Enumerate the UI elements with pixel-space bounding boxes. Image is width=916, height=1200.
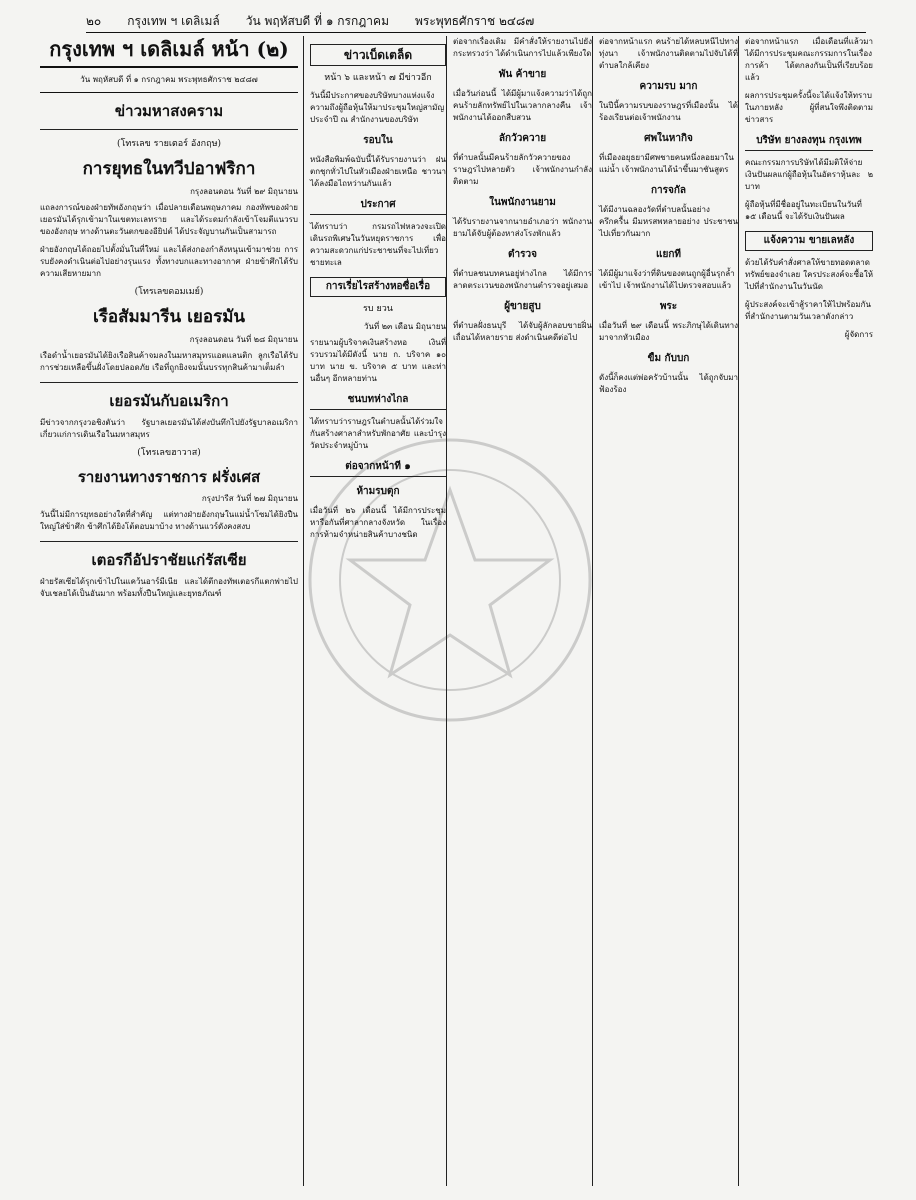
issue-year: พระพุทธศักราช ๒๔๘๗ xyxy=(414,13,535,28)
source-havas: (โทรเลขฮาวาส) xyxy=(137,448,201,458)
subhead: ลักวัวควาย xyxy=(498,133,547,144)
subhead: การจกัล xyxy=(650,185,687,196)
subhead: ขื้ม กับบก xyxy=(647,353,690,364)
article-paragraph: แถลงการณ์ของฝ่ายทัพอังกฤษว่า เมื่อปลายเดือนพฤษภาคม กองทัพของฝ่ายเยอรมันได้รุกเข้ามาในเขตทะเลทราย และได้ระดมกำลังเข้าโจมตีแนวรบของอังกฤษ ทางด้านตะวันตกของอียิปต์ ได้ประจัญบานกันเป็นสามารถ xyxy=(40,203,298,236)
byline: กรุงลอนดอน วันที่ ๒๙ มิถุนายน xyxy=(190,187,298,196)
article-paragraph: ฝ่ายอังกฤษได้ถอยไปตั้งมั่นในที่ใหม่ และได้ส่งกองกำลังหนุนเข้ามาช่วย การรบยังคงดำเนินต่อไปอย่างรุนแรง ทั้งทางบกและทางอากาศ ฝ่ายข้าศึกได้รับความเสียหายมาก xyxy=(40,245,298,278)
subhead: พัน ค้าขาย xyxy=(498,69,547,80)
article-paragraph: ได้มีผู้มาแจ้งว่าที่ดินของตนถูกผู้อื่นรุกล้ำเข้าไป เจ้าพนักงานได้ไปตรวจสอบแล้ว xyxy=(599,269,735,290)
article-paragraph: ที่ตำบลนั้นมีคนร้ายลักวัวควายของราษฎรไปหลายตัว เจ้าพนักงานกำลังติดตาม xyxy=(453,153,592,186)
subhead: แจ้งความ ขายเลหลัง xyxy=(745,231,873,251)
headline-fundraising: การเรี่ยไรสร้างหอซื่อเรื่อ xyxy=(310,277,446,297)
article-paragraph: ที่ตำบลชนบทคนอยู่ห่างไกล ได้มีการลาดตระเวนของพนักงานตำรวจอยู่เสมอ xyxy=(453,269,592,290)
column-rule xyxy=(303,36,304,1186)
article-paragraph: ได้ทราบว่าราษฎรในตำบลนั้นได้ร่วมใจกันสร้างศาลาสำหรับพักอาศัย และบำรุงวัดประจำหมู่บ้าน xyxy=(310,417,446,450)
subhead: ตำรวจ xyxy=(508,249,537,260)
article-paragraph: วันนี้มีประกาศของบริษัทบางแห่งแจ้งความถึงผู้ถือหุ้นให้มาประชุมใหญ่สามัญประจำปี ณ สำนักงานของบริษัท xyxy=(310,91,445,124)
byline: วันที่ ๒๓ เดือน มิถุนายน xyxy=(363,322,446,331)
signature: ผู้จัดการ xyxy=(844,330,873,339)
column-2 xyxy=(306,36,450,1186)
article-paragraph: ที่ตำบลฝั่งธนบุรี ได้จับผู้ลักลอบขายฝิ่นเถื่อนได้หลายราย ส่งดำเนินคดีต่อไป xyxy=(453,321,592,342)
headline-local-news: ข่าวเบ็ดเตล็ด xyxy=(310,44,446,66)
column-3 xyxy=(449,36,596,1186)
column-5 xyxy=(741,36,877,1186)
article-paragraph: คณะกรรมการบริษัทได้มีมติให้จ่ายเงินปันผลแก่ผู้ถือหุ้นในอัตราหุ้นละ ๒ บาท xyxy=(745,158,873,191)
page-banner: กรุงเทพ ฯ เดลิเมล์ หน้า (๒) xyxy=(40,36,298,68)
article-paragraph: หนังสือพิมพ์ฉบับนี้ได้รับรายงานว่า ฝนตกชุกทั่วไปในหัวเมืองฝ่ายเหนือ ชาวนาได้ลงมือไถหว่านกันแล้ว xyxy=(310,155,446,188)
article-paragraph: ผู้ประสงค์จะเข้าสู้ราคาให้ไปพร้อมกันที่สำนักงานตามวันเวลาดังกล่าว xyxy=(745,300,871,321)
subhead: ผู้ขายสูบ xyxy=(504,301,541,312)
byline: กรุงลอนดอน วันที่ ๒๘ มิถุนายน xyxy=(189,335,298,344)
article-paragraph: รายนามผู้บริจาคเงินสร้างหอ เงินที่รวบรวมได้มีดังนี้ นาย ก. บริจาค ๑๐ บาท นาย ข. บริจาค ๕ บาท และท่านอื่นๆ อีกหลายท่าน xyxy=(310,338,446,383)
article-paragraph: ได้มีงานฉลองวัดที่ตำบลนั้นอย่างครึกครื้น มีมหรสพหลายอย่าง ประชาชนไปเที่ยวกันมาก xyxy=(599,205,738,238)
headline-turkey: เตอรกีอัปราชัยแก่รัสเซีย xyxy=(91,551,247,569)
source-domei: (โทรเลขดอมเมย์) xyxy=(134,287,204,297)
article-paragraph: ต่อจากหน้าแรก คนร้ายได้หลบหนีไปทางทุ่งนา เจ้าพนักงานติดตามไปจับได้ที่ตำบลใกล้เคียง xyxy=(599,37,738,70)
subhead: รบ ยวน xyxy=(363,304,393,314)
column-1 xyxy=(40,36,298,1186)
byline: กรุงปารีส วันที่ ๒๗ มิถุนายน xyxy=(201,494,298,503)
article-paragraph: ผู้ถือหุ้นที่มีชื่ออยู่ในทะเบียนในวันที่ ๑๕ เดือนนี้ จะได้รับเงินปันผล xyxy=(745,200,862,221)
headline-africa: การยุทธในทวีปอาฟริกา xyxy=(82,159,256,179)
article-paragraph: เมื่อวันที่ ๒๙ เดือนนี้ พระภิกษุได้เดินทางมาจากหัวเมือง xyxy=(599,321,738,342)
article-paragraph: ต่อจากเรื่องเดิม มีคำสั่งให้รายงานไปยังกระทรวงว่า ได้ดำเนินการไปแล้วเพียงใด xyxy=(453,37,592,58)
subhead: แยกที่ xyxy=(656,249,681,260)
subhead: ในพนักงานยาม xyxy=(489,197,556,208)
subhead: ศพในหากิจ xyxy=(644,133,693,144)
headline-submarine: เรือสัมมารีน เยอรมัน xyxy=(92,307,246,327)
subhead: ประกาศ xyxy=(310,198,446,215)
divider xyxy=(40,541,298,542)
article-paragraph: ฝ่ายรัสเซียได้รุกเข้าไปในแคว้นอาร์มีเนีย และได้ตีกองทัพเตอรกีแตกพ่ายไป จับเชลยได้เป็นอันมาก พร้อมทั้งปืนใหญ่และยุทธภัณฑ์ xyxy=(40,577,298,598)
column-4 xyxy=(595,36,742,1186)
article-paragraph: เรือดำน้ำเยอรมันได้ยิงเรือสินค้าจมลงในมหาสมุทรแอตแลนติก ลูกเรือได้รับการช่วยเหลือขึ้นฝั่งโดยปลอดภัย เรือที่ถูกยิงจมนั้นบรรทุกสินค้ามาเต็มลำ xyxy=(40,351,298,372)
article-paragraph: ผลการประชุมครั้งนี้จะได้แจ้งให้ทราบในภายหลัง ผู้ที่สนใจพึงติดตามข่าวสาร xyxy=(745,91,873,124)
article-paragraph: เมื่อวันก่อนนี้ ได้มีผู้มาแจ้งความว่าได้ถูกคนร้ายลักทรัพย์ไปในเวลากลางคืน เจ้าพนักงานได้ออกสืบสวน xyxy=(453,89,592,122)
article-paragraph: ได้รับรายงานจากนายอำเภอว่า พนักงานยามได้จับผู้ต้องหาส่งโรงพักแล้ว xyxy=(453,217,592,238)
running-head xyxy=(86,10,866,33)
page-number: ๒๐ xyxy=(86,13,102,28)
subhead: รอบใน xyxy=(363,135,393,146)
headline-war: ข่าวมหาสงคราม xyxy=(114,102,224,120)
source-reuter: (โทรเลข รายเตอร์ อังกฤษ) xyxy=(116,139,222,149)
article-paragraph: ได้ทราบว่า กรมรถไฟหลวงจะเปิดเดินรถพิเศษในวันหยุดราชการ เพื่อความสะดวกแก่ประชาชนที่จะไปเที่ยวชายทะเล xyxy=(310,222,446,267)
article-paragraph: ดังนี้ก็คงแต่พ่อครัวบ้านนั้น ได้ถูกจับมาฟ้องร้อง xyxy=(599,373,738,394)
subhead: ชนบทห่างไกล xyxy=(310,393,446,410)
dateline: วัน พฤหัสบดี ที่ ๑ กรกฎาคม พระพุทธศักราช ๒๔๘๗ xyxy=(40,72,298,93)
divider xyxy=(40,382,298,383)
article-paragraph: เมื่อวันที่ ๒๖ เดือนนี้ ได้มีการประชุมหารือกันที่ศาลากลางจังหวัด ในเรื่องการห้ามจำหน่ายสินค้าบางชนิด xyxy=(310,506,446,539)
article-paragraph: มีข่าวจากกรุงวอชิงตันว่า รัฐบาลเยอรมันได้ส่งบันทึกไปยังรัฐบาลอเมริกา เกี่ยวแก่การเดินเรือในมหาสมุทร xyxy=(40,418,298,439)
issue-date: วัน พฤหัสบดี ที่ ๑ กรกฎาคม xyxy=(245,13,389,28)
article-paragraph: ที่เมืองอยุธยามีศพชายคนหนึ่งลอยมาในแม่น้ำ เจ้าพนักงานได้นำขึ้นมาชันสูตร xyxy=(599,153,734,174)
subhead: ต่อจากหน้าที่ ๑ xyxy=(310,460,446,477)
article-paragraph: วันนี้ไม่มีการยุทธอย่างใดที่สำคัญ แต่ทางฝ่ายอังกฤษในแม่น้ำโซมได้ยิงปืนใหญ่ใส่ข้าศึก ข้าศึกได้ยิงโต้ตอบมาบ้าง ทางด้านแวร์ดังคงสงบ xyxy=(40,510,298,531)
divider xyxy=(40,129,298,130)
paper-name: กรุงเทพ ฯ เดลิเมล์ xyxy=(127,13,220,28)
article-paragraph: ในปีนี้ความรบของราษฎรที่เมืองนั้น ได้ร้องเรียนต่อเจ้าพนักงาน xyxy=(599,101,738,122)
article-paragraph: ด้วยได้รับคำสั่งศาลให้ขายทอดตลาดทรัพย์ของจำเลย ใครประสงค์จะซื้อให้ไปที่สำนักงานในวันนัด xyxy=(745,258,873,291)
headline-germany-america: เยอรมันกับอเมริกา xyxy=(109,392,229,410)
headline-company: บริษัท ยางลงทุน กรุงเทพ xyxy=(745,134,873,151)
headline-france: รายงานทางราชการ ฝรั่งเศส xyxy=(77,468,261,486)
subhead: ห้ามรบตุก xyxy=(356,486,400,497)
article-paragraph: ต่อจากหน้าแรก เมื่อเดือนที่แล้วมา ได้มีการประชุมคณะกรรมการในเรื่องการค้า ได้ตกลงกันเป็นที่เรียบร้อยแล้ว xyxy=(745,37,873,82)
subhead: ความรบ มาก xyxy=(639,81,698,92)
subhead: พระ xyxy=(659,301,678,312)
subhead: หน้า ๖ และหน้า ๗ มีข่าวอีก xyxy=(324,73,432,83)
